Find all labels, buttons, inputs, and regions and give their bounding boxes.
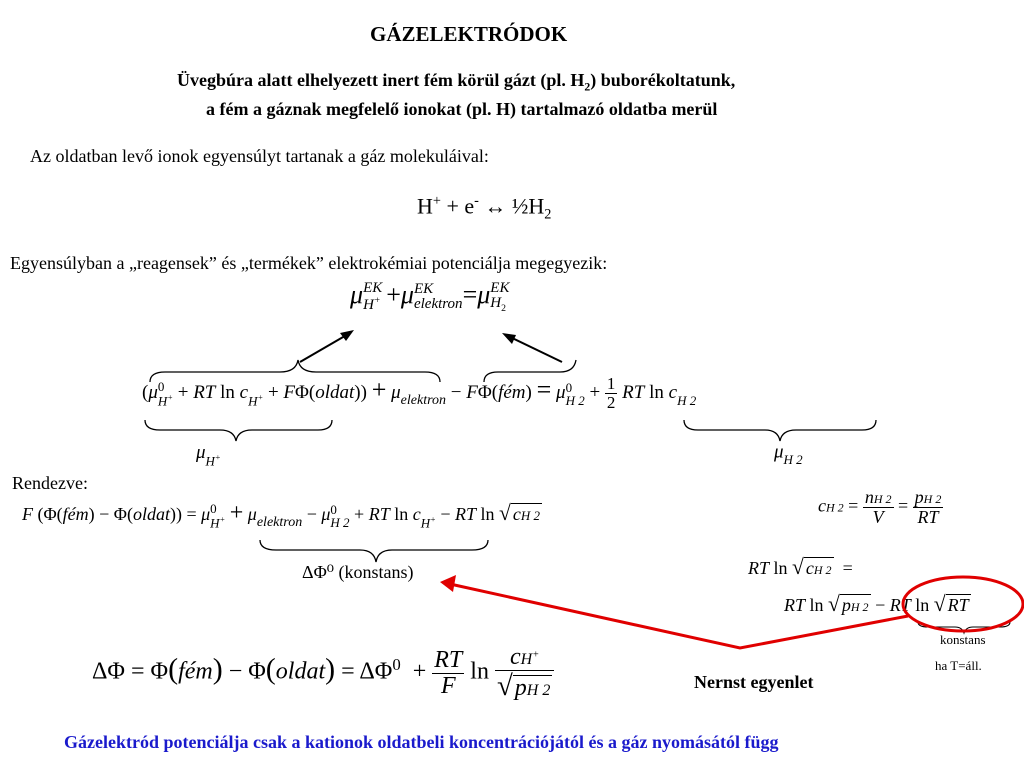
konstans-highlight-ellipse: [903, 577, 1023, 631]
reaction-middle: + e: [440, 193, 475, 219]
underbrace-left: [145, 420, 332, 441]
equation-expanded: (μ 0 H+ + RT ln c H+ + FΦ(oldat)) + μ elektron − FΦ(fém) = μ 0 H 2 + $\frac{1}{2}$ RT ln c H 2: [142, 374, 697, 413]
intro-line-1-part-1: Üvegbúra alatt elhelyezett inert fém körül gázt (pl. H: [177, 70, 585, 90]
page-title: GÁZELEKTRÓDOK: [370, 22, 568, 46]
footer-statement: Gázelektród potenciálja csak a kationok oldatbeli koncentrációjától és a gáz nyomásától függ: [64, 732, 779, 752]
intro-line-1-sub: 2: [584, 80, 591, 94]
equation-rt-ln-sqrt-c: RT ln √ cH 2 =: [748, 555, 853, 579]
overbrace-top-right: [484, 360, 576, 382]
red-arrow-head: [440, 575, 456, 592]
reaction-minus-sup: -: [474, 193, 479, 209]
overbrace-top: [150, 360, 440, 382]
equation-ek-balance: μ EK H+ +μ EK elektron =μ EK $H_2$: [350, 279, 510, 314]
reaction-sub-2: 2: [544, 206, 552, 223]
arrow-right-head: [502, 333, 516, 344]
nernst-equation: ΔΦ = Φ(fém) − Φ(oldat) = $\Delta\Phi^0$ + $\frac{RT}{F}$ ln $\frac{cH^+}{√pH 2}$: [92, 645, 554, 701]
reaction-plus-sup: +: [432, 193, 441, 209]
reaction-h: H: [417, 193, 433, 219]
reaction-arrow: ↔ ½H: [478, 193, 545, 219]
underbrace-delta-phi0: [260, 540, 488, 562]
ha-t-all-label: ha T=áll.: [935, 658, 982, 673]
nernst-label: Nernst egyenlet: [694, 672, 814, 692]
intro-line-1-part-2: ) buborékoltatunk,: [590, 70, 736, 90]
arrow-right: [506, 335, 562, 362]
equilibrium-text: Az oldatban levő ionok egyensúlyt tartanak a gáz molekuláival:: [30, 146, 489, 166]
konstans-label: konstans: [940, 632, 986, 647]
arrow-left-head: [340, 330, 354, 341]
equation-rt-ln-sqrt-p: RT ln √ pH 2 − RT ln √ RT: [784, 592, 969, 616]
red-arrow: [450, 584, 908, 648]
underbrace-right: [684, 420, 876, 441]
intro-line-2: a fém a gáznak megfelelő ionokat (pl. H) tartalmazó oldatba merül: [206, 99, 718, 119]
potential-text: Egyensúlyban a „reagensek” és „termékek” elektrokémiai potenciálja megegyezik:: [10, 253, 608, 273]
delta-phi0-label: ΔΦ⁰ (konstans): [302, 562, 414, 582]
equation-rearranged: F (Φ(fém) − Φ(oldat)) = μ 0 H+ + μ elektron − μ 0 H 2 + RT ln c H+ − RT ln √ cH 2: [22, 500, 541, 531]
label-mu-h2: μ H 2: [774, 441, 803, 467]
label-mu-h-plus: μ H+: [196, 442, 221, 469]
rendezve-label: Rendezve:: [12, 473, 88, 493]
arrow-left: [300, 333, 350, 362]
equation-concentration: cH 2 = $\frac{nH 2}{V}$ = $\frac{pH 2}{RT}$: [818, 487, 942, 527]
